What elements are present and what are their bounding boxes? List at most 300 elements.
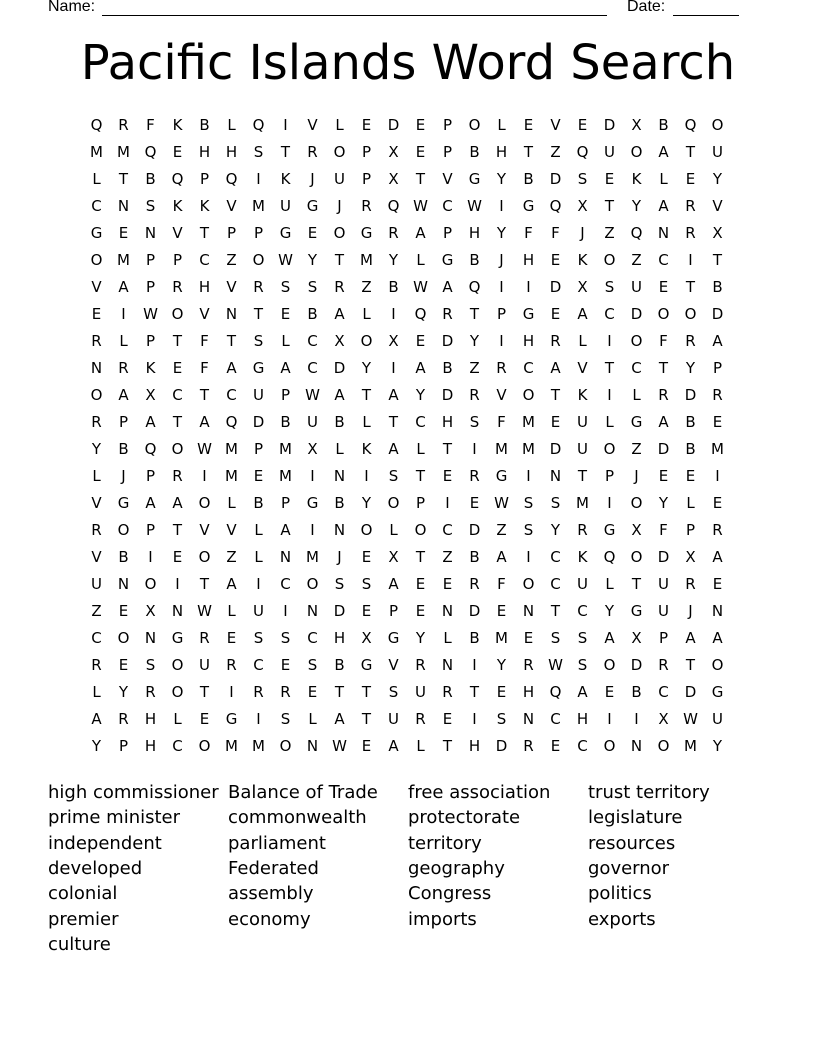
grid-letter[interactable]: U <box>253 386 264 404</box>
grid-letter[interactable]: G <box>306 197 319 215</box>
grid-letter[interactable]: P <box>280 494 291 512</box>
grid-letter[interactable]: L <box>227 602 236 620</box>
grid-letter[interactable]: O <box>468 116 481 134</box>
grid-letter[interactable]: E <box>685 467 696 485</box>
grid-letter[interactable]: R <box>172 467 183 485</box>
grid-letter[interactable]: E <box>685 170 696 188</box>
grid-letter[interactable]: F <box>524 224 533 242</box>
grid-letter[interactable]: R <box>469 467 480 485</box>
grid-letter[interactable]: E <box>577 116 588 134</box>
grid-letter[interactable]: S <box>253 143 264 161</box>
grid-letter[interactable]: G <box>441 251 454 269</box>
grid-letter[interactable]: P <box>253 224 264 242</box>
grid-letter[interactable]: R <box>118 359 129 377</box>
grid-letter[interactable]: I <box>607 332 612 350</box>
grid-letter[interactable]: D <box>495 737 508 755</box>
grid-letter[interactable]: E <box>658 467 669 485</box>
grid-letter[interactable]: X <box>658 710 669 728</box>
grid-letter[interactable]: O <box>603 251 616 269</box>
grid-letter[interactable]: T <box>631 575 642 593</box>
grid-letter[interactable]: O <box>333 143 346 161</box>
grid-letter[interactable]: E <box>199 710 210 728</box>
grid-letter[interactable]: T <box>685 656 696 674</box>
grid-letter[interactable]: D <box>549 170 562 188</box>
grid-letter[interactable]: L <box>605 575 614 593</box>
grid-letter[interactable]: H <box>333 629 346 647</box>
grid-letter[interactable]: F <box>659 521 668 539</box>
grid-letter[interactable]: C <box>631 359 642 377</box>
grid-letter[interactable]: D <box>252 413 265 431</box>
grid-letter[interactable]: B <box>712 278 723 296</box>
grid-letter[interactable]: R <box>226 656 237 674</box>
grid-letter[interactable]: Y <box>658 494 669 512</box>
grid-letter[interactable]: T <box>658 359 669 377</box>
grid-letter[interactable]: U <box>577 440 588 458</box>
grid-letter[interactable]: U <box>91 575 102 593</box>
grid-letter[interactable]: G <box>711 683 724 701</box>
grid-letter[interactable]: R <box>469 575 480 593</box>
grid-letter[interactable]: R <box>172 278 183 296</box>
grid-letter[interactable]: Y <box>712 737 723 755</box>
grid-letter[interactable]: P <box>361 143 372 161</box>
grid-letter[interactable]: L <box>227 116 236 134</box>
grid-letter[interactable]: I <box>607 386 612 404</box>
grid-letter[interactable]: E <box>172 548 183 566</box>
grid-letter[interactable]: I <box>526 278 531 296</box>
grid-letter[interactable]: W <box>197 440 212 458</box>
grid-letter[interactable]: T <box>253 305 264 323</box>
grid-letter[interactable]: E <box>415 143 426 161</box>
grid-letter[interactable]: B <box>442 359 453 377</box>
grid-letter[interactable]: I <box>121 305 126 323</box>
grid-letter[interactable]: B <box>118 548 129 566</box>
grid-letter[interactable]: Y <box>415 386 426 404</box>
grid-letter[interactable]: O <box>603 656 616 674</box>
grid-letter[interactable]: I <box>472 710 477 728</box>
grid-letter[interactable]: A <box>334 305 345 323</box>
grid-letter[interactable]: M <box>522 413 535 431</box>
grid-letter[interactable]: P <box>145 332 156 350</box>
grid-letter[interactable]: V <box>226 521 237 539</box>
grid-letter[interactable]: A <box>334 386 345 404</box>
grid-letter[interactable]: O <box>522 575 535 593</box>
grid-letter[interactable]: B <box>469 251 480 269</box>
grid-letter[interactable]: V <box>577 359 588 377</box>
grid-letter[interactable]: M <box>279 440 292 458</box>
grid-letter[interactable]: O <box>360 332 373 350</box>
grid-letter[interactable]: V <box>226 197 237 215</box>
grid-letter[interactable]: C <box>307 359 318 377</box>
grid-letter[interactable]: E <box>523 629 534 647</box>
grid-letter[interactable]: O <box>630 494 643 512</box>
grid-letter[interactable]: A <box>712 548 723 566</box>
grid-letter[interactable]: E <box>415 116 426 134</box>
grid-letter[interactable]: E <box>415 602 426 620</box>
grid-letter[interactable]: L <box>173 710 182 728</box>
grid-letter[interactable]: A <box>226 575 237 593</box>
grid-letter[interactable]: R <box>550 332 561 350</box>
grid-letter[interactable]: E <box>523 116 534 134</box>
grid-letter[interactable]: X <box>361 629 372 647</box>
grid-letter[interactable]: X <box>145 386 156 404</box>
grid-letter[interactable]: V <box>91 494 102 512</box>
grid-letter[interactable]: A <box>199 413 210 431</box>
grid-letter[interactable]: Z <box>631 440 642 458</box>
grid-letter[interactable]: L <box>416 737 425 755</box>
grid-letter[interactable]: B <box>685 440 696 458</box>
grid-letter[interactable]: A <box>226 359 237 377</box>
grid-letter[interactable]: T <box>604 359 615 377</box>
grid-letter[interactable]: G <box>360 656 373 674</box>
grid-letter[interactable]: R <box>91 521 102 539</box>
grid-letter[interactable]: N <box>90 359 103 377</box>
grid-letter[interactable]: I <box>607 710 612 728</box>
grid-letter[interactable]: R <box>253 683 264 701</box>
grid-letter[interactable]: Y <box>496 224 507 242</box>
grid-letter[interactable]: K <box>577 386 588 404</box>
grid-letter[interactable]: P <box>226 224 237 242</box>
grid-letter[interactable]: Q <box>603 548 616 566</box>
grid-letter[interactable]: X <box>307 440 318 458</box>
grid-letter[interactable]: T <box>712 251 723 269</box>
grid-letter[interactable]: E <box>712 413 723 431</box>
grid-letter[interactable]: C <box>577 737 588 755</box>
grid-letter[interactable]: T <box>523 143 534 161</box>
grid-letter[interactable]: W <box>413 278 428 296</box>
grid-letter[interactable]: R <box>91 413 102 431</box>
grid-letter[interactable]: Q <box>684 116 697 134</box>
grid-letter[interactable]: R <box>361 197 372 215</box>
grid-letter[interactable]: P <box>145 251 156 269</box>
grid-letter[interactable]: C <box>307 629 318 647</box>
grid-letter[interactable]: S <box>361 575 372 593</box>
grid-letter[interactable]: B <box>253 494 264 512</box>
grid-letter[interactable]: U <box>280 197 291 215</box>
grid-letter[interactable]: E <box>415 575 426 593</box>
grid-letter[interactable]: O <box>414 521 427 539</box>
grid-letter[interactable]: Y <box>496 656 507 674</box>
grid-letter[interactable]: T <box>550 602 561 620</box>
grid-letter[interactable]: D <box>549 440 562 458</box>
grid-letter[interactable]: O <box>171 656 184 674</box>
grid-letter[interactable]: P <box>685 521 696 539</box>
grid-letter[interactable]: N <box>441 656 454 674</box>
grid-letter[interactable]: L <box>362 305 371 323</box>
grid-letter[interactable]: T <box>334 683 345 701</box>
grid-letter[interactable]: W <box>548 656 563 674</box>
grid-letter[interactable]: E <box>253 467 264 485</box>
grid-letter[interactable]: H <box>441 413 454 431</box>
grid-letter[interactable]: H <box>576 710 589 728</box>
grid-letter[interactable]: J <box>337 197 342 215</box>
grid-letter[interactable]: T <box>361 386 372 404</box>
grid-letter[interactable]: K <box>631 170 642 188</box>
grid-letter[interactable]: D <box>468 602 481 620</box>
grid-letter[interactable]: I <box>526 467 531 485</box>
grid-letter[interactable]: S <box>307 278 318 296</box>
grid-letter[interactable]: S <box>469 413 480 431</box>
grid-letter[interactable]: L <box>659 170 668 188</box>
grid-letter[interactable]: K <box>280 170 291 188</box>
grid-letter[interactable]: Q <box>468 278 481 296</box>
grid-letter[interactable]: A <box>685 629 696 647</box>
grid-letter[interactable]: R <box>577 521 588 539</box>
grid-letter[interactable]: R <box>280 683 291 701</box>
grid-letter[interactable]: R <box>91 332 102 350</box>
grid-letter[interactable]: A <box>577 305 588 323</box>
grid-letter[interactable]: G <box>117 494 130 512</box>
grid-letter[interactable]: X <box>388 170 399 188</box>
grid-letter[interactable]: A <box>496 548 507 566</box>
grid-letter[interactable]: U <box>577 575 588 593</box>
grid-letter[interactable]: Y <box>118 683 129 701</box>
grid-letter[interactable]: U <box>388 710 399 728</box>
grid-letter[interactable]: U <box>631 278 642 296</box>
grid-letter[interactable]: M <box>522 440 535 458</box>
grid-letter[interactable]: Q <box>630 224 643 242</box>
grid-letter[interactable]: M <box>117 251 130 269</box>
grid-letter[interactable]: U <box>334 170 345 188</box>
grid-letter[interactable]: E <box>361 116 372 134</box>
grid-letter[interactable]: A <box>550 359 561 377</box>
grid-letter[interactable]: Q <box>90 116 103 134</box>
grid-letter[interactable]: W <box>143 305 158 323</box>
grid-letter[interactable]: Q <box>549 683 562 701</box>
grid-letter[interactable]: R <box>712 386 723 404</box>
grid-letter[interactable]: C <box>172 386 183 404</box>
grid-letter[interactable]: E <box>226 629 237 647</box>
grid-letter[interactable]: I <box>256 575 261 593</box>
grid-letter[interactable]: D <box>684 683 697 701</box>
grid-letter[interactable]: Y <box>307 251 318 269</box>
grid-letter[interactable]: G <box>495 467 508 485</box>
grid-letter[interactable]: Y <box>631 197 642 215</box>
grid-letter[interactable]: E <box>118 602 129 620</box>
grid-letter[interactable]: F <box>200 332 209 350</box>
grid-letter[interactable]: G <box>522 197 535 215</box>
grid-letter[interactable]: E <box>307 683 318 701</box>
grid-letter[interactable]: B <box>469 629 480 647</box>
grid-letter[interactable]: T <box>415 548 426 566</box>
grid-letter[interactable]: C <box>91 629 102 647</box>
grid-letter[interactable]: R <box>334 278 345 296</box>
grid-letter[interactable]: D <box>387 116 400 134</box>
grid-letter[interactable]: V <box>307 116 318 134</box>
grid-letter[interactable]: M <box>495 440 508 458</box>
grid-letter[interactable]: O <box>198 494 211 512</box>
grid-letter[interactable]: L <box>92 170 101 188</box>
grid-letter[interactable]: C <box>550 710 561 728</box>
grid-letter[interactable]: P <box>442 143 453 161</box>
grid-letter[interactable]: T <box>334 251 345 269</box>
grid-letter[interactable]: N <box>117 197 130 215</box>
grid-letter[interactable]: U <box>307 413 318 431</box>
grid-letter[interactable]: C <box>280 575 291 593</box>
grid-letter[interactable]: U <box>658 602 669 620</box>
grid-letter[interactable]: Q <box>387 197 400 215</box>
grid-letter[interactable]: Q <box>144 440 157 458</box>
grid-letter[interactable]: S <box>145 656 156 674</box>
grid-letter[interactable]: U <box>712 143 723 161</box>
grid-letter[interactable]: D <box>684 386 697 404</box>
grid-letter[interactable]: O <box>171 440 184 458</box>
grid-letter[interactable]: D <box>630 656 643 674</box>
grid-letter[interactable]: C <box>523 359 534 377</box>
grid-letter[interactable]: F <box>497 575 506 593</box>
grid-letter[interactable]: J <box>310 170 315 188</box>
grid-letter[interactable]: R <box>523 737 534 755</box>
grid-letter[interactable]: H <box>198 278 211 296</box>
grid-letter[interactable]: M <box>117 143 130 161</box>
grid-letter[interactable]: U <box>604 143 615 161</box>
grid-letter[interactable]: T <box>550 386 561 404</box>
grid-letter[interactable]: B <box>334 656 345 674</box>
grid-letter[interactable]: X <box>334 332 345 350</box>
grid-letter[interactable]: V <box>442 170 453 188</box>
grid-letter[interactable]: N <box>333 467 346 485</box>
grid-letter[interactable]: P <box>658 629 669 647</box>
grid-letter[interactable]: K <box>577 548 588 566</box>
grid-letter[interactable]: J <box>337 548 342 566</box>
grid-letter[interactable]: A <box>442 278 453 296</box>
grid-letter[interactable]: N <box>144 629 157 647</box>
grid-letter[interactable]: M <box>360 251 373 269</box>
grid-letter[interactable]: D <box>630 305 643 323</box>
grid-letter[interactable]: I <box>310 467 315 485</box>
grid-letter[interactable]: O <box>117 629 130 647</box>
grid-letter[interactable]: G <box>171 629 184 647</box>
grid-letter[interactable]: Z <box>226 548 237 566</box>
grid-letter[interactable]: S <box>577 170 588 188</box>
grid-letter[interactable]: F <box>146 116 155 134</box>
grid-letter[interactable]: A <box>415 224 426 242</box>
grid-letter[interactable]: V <box>91 278 102 296</box>
grid-letter[interactable]: D <box>441 332 454 350</box>
grid-letter[interactable]: C <box>577 602 588 620</box>
grid-letter[interactable]: G <box>522 305 535 323</box>
grid-letter[interactable]: S <box>523 521 534 539</box>
grid-letter[interactable]: C <box>415 413 426 431</box>
grid-letter[interactable]: C <box>199 251 210 269</box>
grid-letter[interactable]: A <box>91 710 102 728</box>
grid-letter[interactable]: T <box>442 440 453 458</box>
grid-letter[interactable]: T <box>469 683 480 701</box>
date-field[interactable] <box>673 0 739 16</box>
grid-letter[interactable]: C <box>442 521 453 539</box>
grid-letter[interactable]: L <box>416 251 425 269</box>
grid-letter[interactable]: Z <box>631 251 642 269</box>
grid-letter[interactable]: N <box>117 575 130 593</box>
grid-letter[interactable]: S <box>145 197 156 215</box>
grid-letter[interactable]: C <box>172 737 183 755</box>
grid-letter[interactable]: K <box>577 251 588 269</box>
grid-letter[interactable]: V <box>496 386 507 404</box>
grid-letter[interactable]: C <box>253 656 264 674</box>
grid-letter[interactable]: A <box>712 332 723 350</box>
grid-letter[interactable]: Q <box>171 170 184 188</box>
grid-letter[interactable]: I <box>256 710 261 728</box>
grid-letter[interactable]: S <box>577 656 588 674</box>
grid-letter[interactable]: T <box>415 467 426 485</box>
grid-letter[interactable]: P <box>496 305 507 323</box>
grid-letter[interactable]: S <box>280 278 291 296</box>
grid-letter[interactable]: M <box>279 467 292 485</box>
grid-letter[interactable]: U <box>253 602 264 620</box>
grid-letter[interactable]: O <box>684 305 697 323</box>
grid-letter[interactable]: P <box>604 467 615 485</box>
grid-letter[interactable]: R <box>658 386 669 404</box>
grid-letter[interactable]: O <box>711 656 724 674</box>
grid-letter[interactable]: B <box>388 278 399 296</box>
grid-letter[interactable]: L <box>362 413 371 431</box>
grid-letter[interactable]: U <box>415 683 426 701</box>
grid-letter[interactable]: G <box>279 224 292 242</box>
grid-letter[interactable]: M <box>225 440 238 458</box>
grid-letter[interactable]: B <box>280 413 291 431</box>
grid-letter[interactable]: R <box>145 683 156 701</box>
grid-letter[interactable]: E <box>307 224 318 242</box>
grid-letter[interactable]: I <box>256 170 261 188</box>
grid-letter[interactable]: L <box>578 332 587 350</box>
grid-letter[interactable]: S <box>604 278 615 296</box>
grid-letter[interactable]: Z <box>550 143 561 161</box>
grid-letter[interactable]: R <box>199 629 210 647</box>
grid-letter[interactable]: H <box>522 683 535 701</box>
grid-letter[interactable]: I <box>283 116 288 134</box>
grid-letter[interactable]: O <box>711 116 724 134</box>
grid-letter[interactable]: E <box>361 602 372 620</box>
grid-letter[interactable]: A <box>388 440 399 458</box>
grid-letter[interactable]: T <box>577 467 588 485</box>
grid-letter[interactable]: N <box>225 305 238 323</box>
grid-letter[interactable]: S <box>577 629 588 647</box>
grid-letter[interactable]: L <box>497 116 506 134</box>
grid-letter[interactable]: P <box>361 170 372 188</box>
grid-letter[interactable]: N <box>306 602 319 620</box>
grid-letter[interactable]: C <box>307 332 318 350</box>
grid-letter[interactable]: Y <box>361 359 372 377</box>
grid-letter[interactable]: E <box>415 332 426 350</box>
grid-letter[interactable]: O <box>360 521 373 539</box>
grid-letter[interactable]: E <box>550 737 561 755</box>
grid-letter[interactable]: N <box>441 602 454 620</box>
grid-letter[interactable]: B <box>469 143 480 161</box>
grid-letter[interactable]: Z <box>226 251 237 269</box>
grid-letter[interactable]: L <box>605 413 614 431</box>
grid-letter[interactable]: H <box>225 143 238 161</box>
grid-letter[interactable]: A <box>334 710 345 728</box>
grid-letter[interactable]: M <box>225 737 238 755</box>
grid-letter[interactable]: O <box>603 440 616 458</box>
grid-letter[interactable]: B <box>334 494 345 512</box>
grid-letter[interactable]: W <box>278 251 293 269</box>
grid-letter[interactable]: P <box>442 116 453 134</box>
grid-letter[interactable]: E <box>442 467 453 485</box>
grid-letter[interactable]: X <box>388 143 399 161</box>
grid-letter[interactable]: B <box>307 305 318 323</box>
grid-letter[interactable]: V <box>199 521 210 539</box>
grid-letter[interactable]: P <box>388 602 399 620</box>
grid-letter[interactable]: R <box>658 656 669 674</box>
grid-letter[interactable]: R <box>685 332 696 350</box>
grid-letter[interactable]: G <box>306 494 319 512</box>
grid-letter[interactable]: C <box>604 305 615 323</box>
grid-letter[interactable]: A <box>658 143 669 161</box>
grid-letter[interactable]: Z <box>442 548 453 566</box>
grid-letter[interactable]: L <box>119 332 128 350</box>
grid-letter[interactable]: A <box>172 494 183 512</box>
grid-letter[interactable]: E <box>469 494 480 512</box>
